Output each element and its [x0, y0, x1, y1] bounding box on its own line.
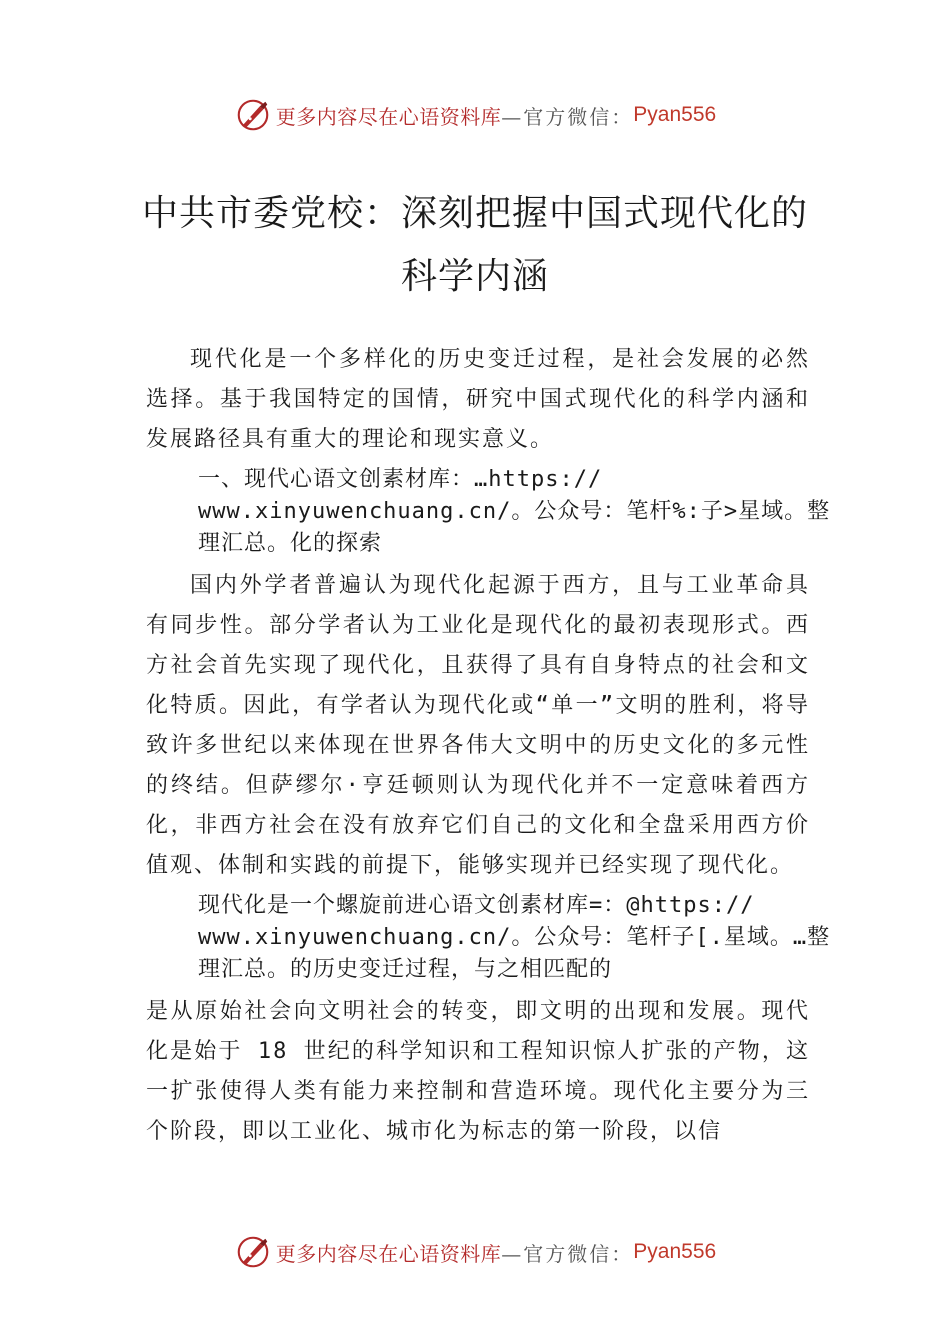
pen-logo-icon — [234, 96, 272, 134]
banner-wechat-id: Pyan556 — [633, 103, 717, 126]
header-banner — [0, 95, 950, 135]
paragraph-1: 现代化是一个多样化的历史变迁过程，是社会发展的必然选择。基于我国特定的国情，研究中国式现代化的科学内涵和发展路径具有重大的理论和现实意义。 — [146, 347, 810, 452]
footer-banner — [0, 1232, 950, 1272]
document-body — [146, 340, 831, 1152]
paragraph-2: 国内外学者普遍认为现代化起源于西方，且与工业革命具有同步性。部分学者认为工业化是现代化的最初表现形式。西方社会首先实现了现代化，且获得了具有自身特点的社会和文化特质。因此，有学者认为现代化或“单一”文明的胜利，将导致许多世纪以来体现在世界各伟大文明中的历史文化的多元性的终结。但萨缪尔·亨廷顿则认为现代化并不一定意味着西方化，非西方社会在没有放弃它们自己的文化和全盘采用西方价值观、体制和实践的前提下，能够实现并已经实现了现代化。 — [146, 573, 810, 878]
banner-wechat-id: Pyan556 — [633, 1240, 717, 1263]
pen-logo-icon — [234, 1233, 272, 1271]
banner-separator: —官方微信： — [501, 104, 634, 129]
inserted-watermark-paragraph-2: 现代化是一个螺旋前进心语文创素材库=：@https:// www.xinyuwenchuang.cn/。公众号：笔杆子[.星域。…整理汇总。的历史变迁过程，与之相匹配的 — [198, 893, 831, 982]
paragraph-3: 是从原始社会向文明社会的转变，即文明的出现和发展。现代化是始于 18 世纪的科学知识和工程知识惊人扩张的产物，这一扩张使得人类有能力来控制和营造环境。现代化主要分为三个阶段，即以工业化、城市化为标志的第一阶段，以信 — [146, 999, 810, 1144]
document-title-line-2: 科学内涵 — [400, 256, 549, 297]
document-title-line-1: 中共市委党校：深刻把握中国式现代化的 — [141, 193, 808, 234]
banner-separator: —官方微信： — [501, 1241, 634, 1266]
banner-text: 更多内容尽在心语资料库 — [275, 1241, 502, 1266]
inserted-watermark-paragraph-1: 一、现代心语文创素材库：…https:// www.xinyuwenchuang.cn/。公众号：笔杆%:子>星域。整理汇总。化的探索 — [198, 467, 831, 556]
banner-text: 更多内容尽在心语资料库 — [275, 104, 502, 129]
